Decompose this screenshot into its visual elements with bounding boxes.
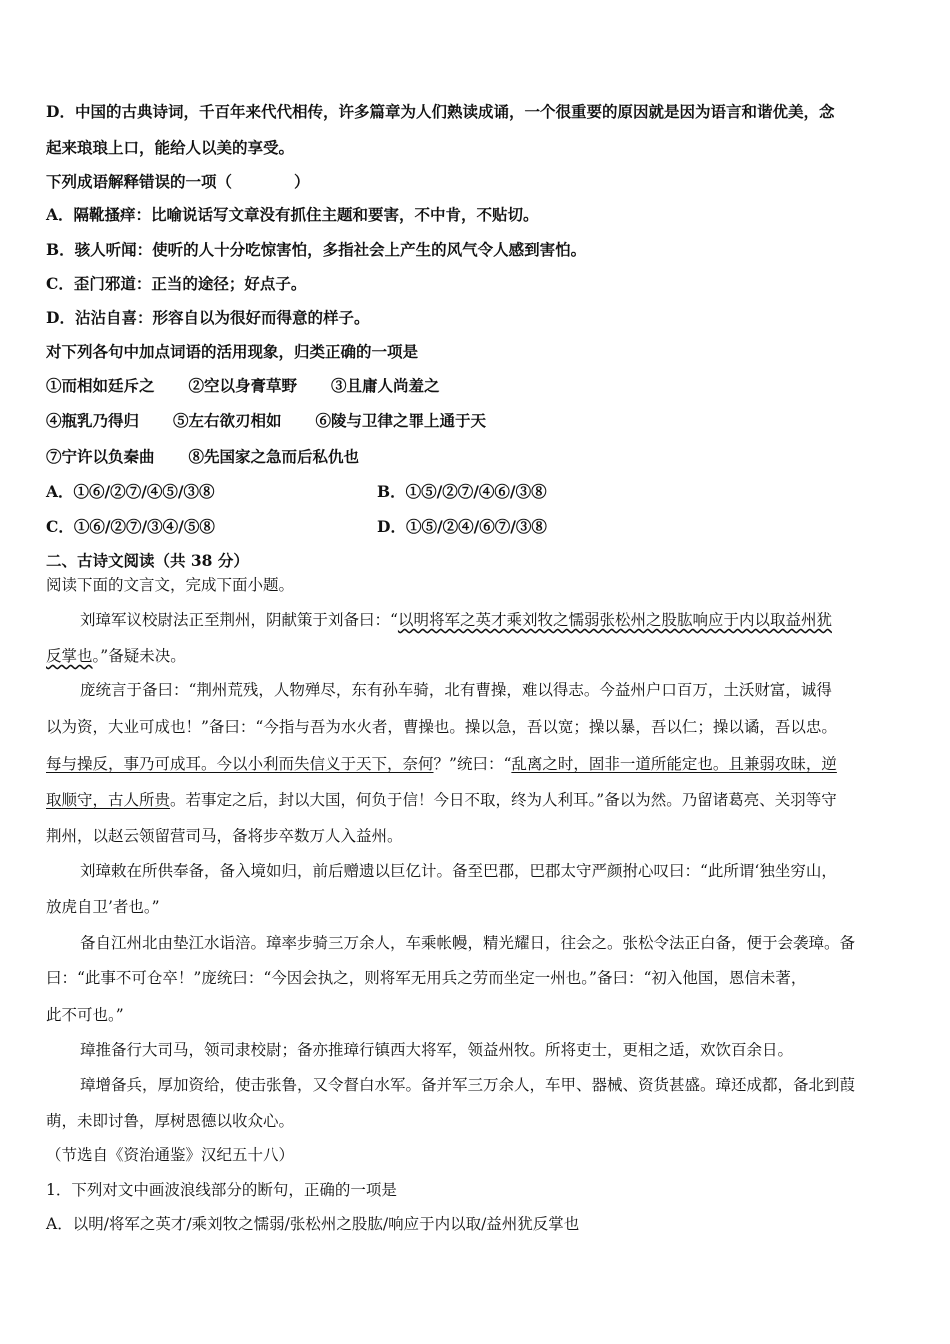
usage-question-stem: 对下列各句中加点词语的活用现象，归类正确的一项是: [46, 342, 419, 361]
p2-mid: ？”统曰：“: [433, 755, 512, 773]
underlined-sentence-1: 每与操反，事乃可成耳。今以小利而失信义于天下，奈何: [46, 755, 434, 773]
passage-p2-line-5: 荆州，以赵云领留营司马，备将步卒数万人入益州。: [46, 827, 403, 845]
p2-rest: 。若事定之后，封以大国，何负于信！今日不取，终为人利耳。”备以为然。乃留诸葛亮、关羽等守: [170, 791, 837, 809]
usage-options-row-2: [46, 517, 906, 537]
idiom-option-c: C．歪门邪道：正当的途径；好点子。: [46, 274, 307, 293]
usage-sentences-row-2: [46, 411, 486, 431]
reading-intro: 阅读下面的文言文，完成下面小题。: [46, 576, 295, 594]
usage-options-row-1: [46, 482, 906, 502]
usage-sentences-row-3: [46, 447, 359, 467]
idiom-option-b: B．骇人听闻：使听的人十分吃惊害怕，多指社会上产生的风气令人感到害怕。: [46, 240, 587, 259]
question-1-stem: 1．下列对文中画波浪线部分的断句，正确的一项是: [46, 1181, 397, 1199]
wavy-line-segment-end: 反掌也: [46, 647, 93, 665]
sentence-6: ⑥陵与卫律之罪上通于天: [315, 411, 487, 430]
idiom-stem-close: ）: [294, 172, 310, 191]
sentence-3: ③且庸人尚羞之: [331, 376, 440, 395]
underlined-sentence-2-end: 取顺守，古人所贵: [46, 791, 171, 809]
idiom-option-d: D．沾沾自喜：形容自以为很好而得意的样子。: [46, 308, 370, 327]
passage-p1-line-1: [80, 610, 832, 630]
passage-p6-line-1: 璋增备兵，厚加资给，使击张鲁，又令督白水军。备并军三万余人，车甲、器械、资货甚盛。璋还成都，备北到葭: [80, 1076, 856, 1094]
passage-source: （节选自《资治通鉴》汉纪五十八）: [46, 1146, 295, 1164]
p1-tail: 。”备疑未决。: [92, 647, 186, 665]
sentence-7: ⑦宁许以负秦曲: [46, 447, 155, 466]
question-1-option-a: A．以明/将军之英才/乘刘牧之懦弱/张松州之股肱/响应于内以取/益州犹反掌也: [46, 1215, 580, 1233]
passage-p4-line-2: 曰：“此事不可仓卒！”庞统曰：“今因会执之，则将军无用兵之劳而坐定一州也。”备曰：“初入他国，恩信未著，: [46, 969, 807, 987]
passage-p4-line-1: 备自江州北由垫江水诣涪。璋率步骑三万余人，车乘帐幔，精光耀日，往会之。张松令法正白备，便于会袭璋。备: [80, 934, 856, 952]
passage-p3-line-2: 放虎自卫’者也。”: [46, 898, 160, 916]
section-2-title: 二、古诗文阅读（共 38 分）: [46, 551, 249, 570]
passage-p2-line-3: [46, 754, 837, 774]
option-d-line-2: 起来琅琅上口，能给人以美的享受。: [46, 138, 295, 157]
passage-p3-line-1: 刘璋敕在所供奉备，备入境如归，前后赠遗以巨亿计。备至巴郡，巴郡太守严颜拊心叹曰：“此所谓‘独坐穷山，: [80, 862, 837, 880]
passage-p2-line-1: 庞统言于备曰：“荆州荒残，人物殚尽，东有孙车骑，北有曹操，难以得志。今益州户口百万，土沃财富，诚得: [80, 681, 832, 699]
usage-sentences-row-1: [46, 376, 440, 396]
usage-option-b: B．①⑤/②⑦/④⑥/③⑧: [377, 482, 547, 501]
idiom-option-a: A．隔靴搔痒：比喻说话写文章没有抓住主题和要害，不中肯，不贴切。: [46, 205, 539, 224]
sentence-1: ①而相如廷斥之: [46, 376, 155, 395]
usage-option-c: C．①⑥/②⑦/③④/⑤⑧: [46, 517, 215, 536]
passage-p5: 璋推备行大司马，领司隶校尉；备亦推璋行镇西大将军，领益州牧。所将吏士，更相之适，欢饮百余日。: [80, 1041, 794, 1059]
passage-p6-line-2: 萌，未即讨鲁，厚树恩德以收众心。: [46, 1112, 295, 1130]
option-d-line-1: D．中国的古典诗词，千百年来代代相传，许多篇章为人们熟读成诵，一个很重要的原因就是因为语言和谐优美，念: [46, 102, 835, 121]
passage-p2-line-2: 以为资，大业可成也！”备曰：“今指与吾为水火者，曹操也。操以急，吾以宽；操以暴，吾以仁；操以谲，吾以忠。: [46, 718, 837, 736]
passage-p4-line-3: 此不可也。”: [46, 1006, 124, 1024]
p1-lead: 刘璋军议校尉法正至荆州，阴献策于刘备曰：“: [80, 611, 398, 629]
underlined-sentence-2: 乱离之时，固非一道所能定也。且兼弱攻昧，逆: [511, 755, 837, 773]
sentence-2: ②空以身膏草野: [188, 376, 298, 395]
sentence-5: ⑤左右欲刃相如: [173, 411, 282, 430]
sentence-8: ⑧先国家之急而后私仇也: [188, 447, 360, 466]
idiom-question-stem: [46, 172, 310, 192]
usage-option-d: D．①⑤/②④/⑥⑦/③⑧: [377, 517, 547, 536]
passage-p2-line-4: [46, 790, 837, 810]
sentence-4: ④瓶乳乃得归: [46, 411, 140, 430]
wavy-line-segment: 以明将军之英才乘刘牧之懦弱张松州之股肱响应于内以取益州犹: [397, 611, 832, 629]
idiom-stem-text: 下列成语解释错误的一项（: [46, 172, 233, 191]
passage-p1-line-2: [46, 646, 186, 666]
usage-option-a: A．①⑥/②⑦/④⑤/③⑧: [46, 482, 215, 501]
